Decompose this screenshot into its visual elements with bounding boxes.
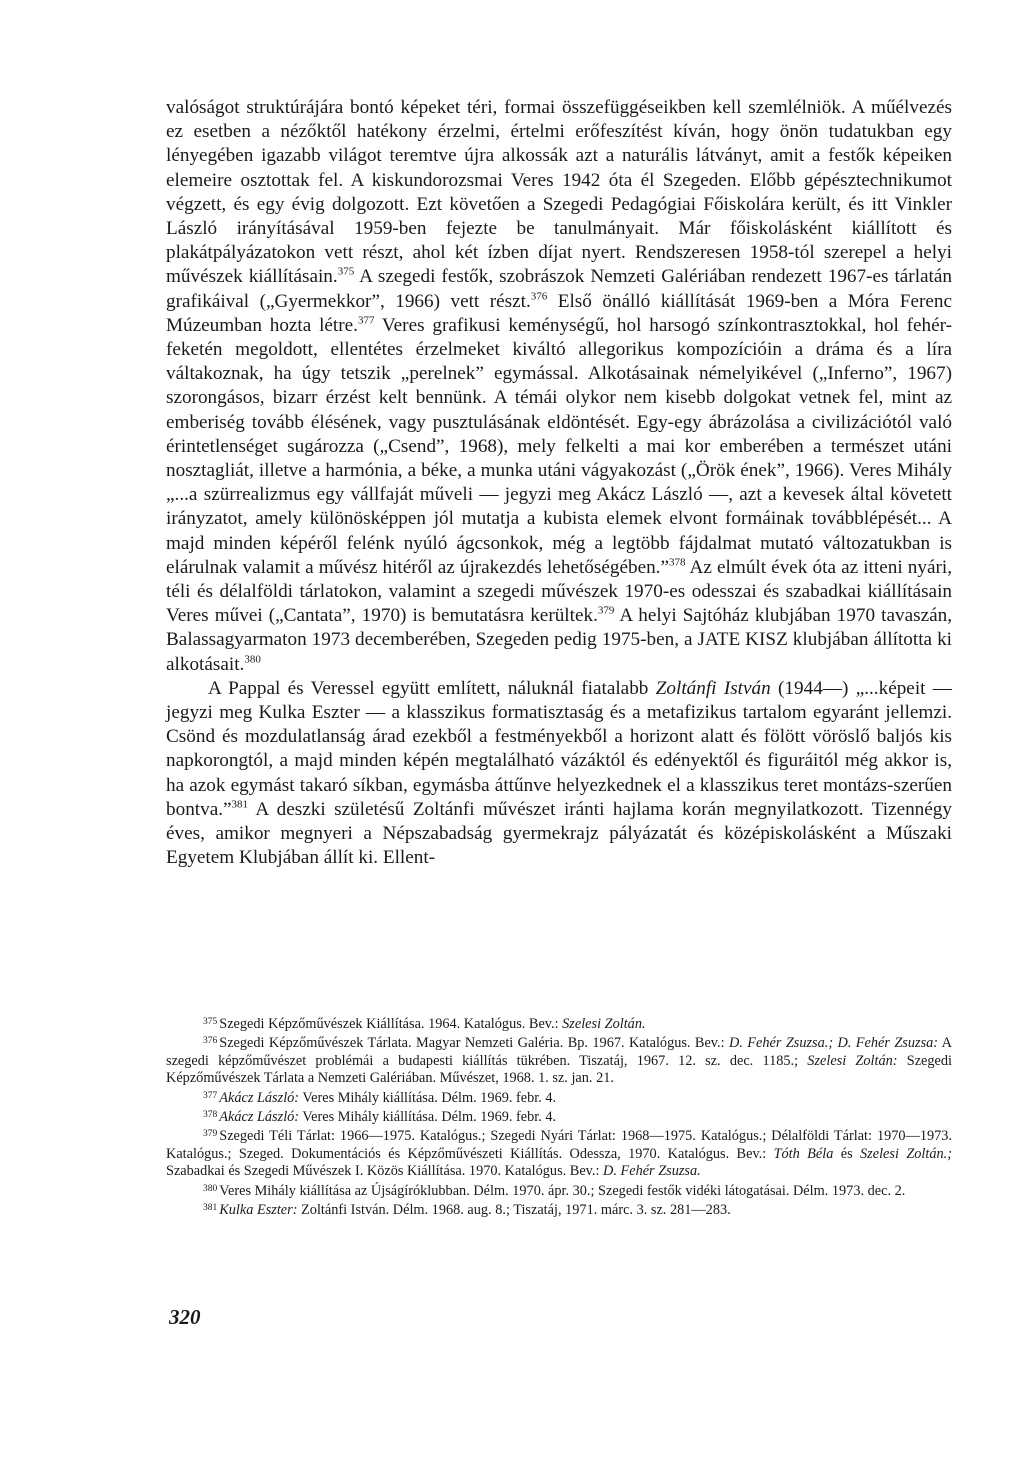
italic-text: Szelesi Zoltán.; bbox=[860, 1145, 952, 1162]
text-run: és bbox=[833, 1145, 861, 1162]
page-number: 320 bbox=[169, 1305, 201, 1329]
text-run: Szegedi Téli Tárlat: 1966—1975. Katalógus.; Szegedi Nyári Tárlat: 1968—1975. Katalógus.; Délalföldi Tárlat: 1970—1973. Katalógus.; Szeged. Dokumentációs és Képzőművészeti Kiállítás. Odessza, 1970. Katalógus. Bev.: bbox=[166, 1128, 952, 1162]
footnote bbox=[166, 1200, 952, 1219]
italic-text: Akácz László: bbox=[219, 1089, 300, 1106]
text-run: Zoltánfi István. Délm. 1968. aug. 8.; Tiszatáj, 1971. márc. 3. sz. 281—283. bbox=[297, 1202, 731, 1219]
text-run: (1944—) „...képeit — jegyzi meg Kulka Eszter — a klasszikus formatisztaság és a metafizikus tartalom egyaránt jellemzi. Csönd és mozdulatlanság árad ezekből a festményekből a horizont alatt és fölött vöröslő baljós kis napkorongtól, a majd minden képén megtalálható vázáktól és edényektől és figuráitól még akkor is, ha azok egymást takaró síkban, egymásba áttűnve helyezkednek el a klasszikus teret montázs-szerűen bontva.” bbox=[166, 677, 952, 820]
text-run: Szegedi Képzőművészek Tárlata a Nemzeti Galériában. Művészet, 1968. 1. sz. jan. 21. bbox=[166, 1052, 952, 1087]
italic-text: Szelesi Zoltán. bbox=[562, 1016, 646, 1032]
footnote-number: 380 bbox=[203, 1183, 218, 1194]
text-run: A helyi Sajtóház klubjában 1970 tavaszán, Balassagyarmaton 1973 decemberében, Szegeden pedig 1975-ben, a JATE KISZ klubjában állította ki alkotásait. bbox=[166, 605, 952, 675]
text-run: Első önálló kiállítását 1969-ben a Móra Ferenc Múzeumban hozta létre. bbox=[166, 290, 952, 336]
footnote-number: 376 bbox=[203, 1036, 218, 1047]
footnote bbox=[166, 1126, 952, 1180]
footnote-ref: 380 bbox=[244, 653, 261, 666]
footnote-ref: 376 bbox=[530, 290, 548, 303]
text-run: A szegedi festők, szobrászok Nemzeti Galériában rendezett 1967-es tárlatán grafikáival („Gyermekkor”, 1966) vett részt. bbox=[166, 266, 952, 312]
footnote bbox=[166, 1181, 952, 1200]
footnotes bbox=[166, 1014, 952, 1219]
text-run: Szabadkai és Szegedi Művészek I. Közös Kiállítása. 1970. Katalógus. Bev.: bbox=[166, 1163, 604, 1180]
italic-text: Kulka Eszter: bbox=[219, 1202, 298, 1219]
footnote-ref: 379 bbox=[597, 604, 615, 617]
text-run: Veres Mihály kiállítása az Újságíróklubban. Délm. 1970. ápr. 30.; Szegedi festők vidéki látogatásai. Délm. 1973. dec. 2. bbox=[219, 1182, 906, 1199]
footnote-ref: 377 bbox=[357, 314, 375, 327]
footnote-ref: 381 bbox=[231, 798, 249, 811]
paragraph bbox=[166, 96, 952, 677]
paragraph bbox=[166, 677, 952, 871]
italic-text: Szelesi Zoltán: bbox=[807, 1052, 898, 1069]
footnote-ref: 375 bbox=[337, 266, 355, 279]
italic-text: D. Fehér Zsuzsa. bbox=[603, 1163, 701, 1180]
text-run: A szegedi képzőművészet problémái a budapesti kiállítás tükrében. Tiszatáj, 1967. 12. sz. dec. 1185.; bbox=[166, 1035, 952, 1069]
footnote-number: 377 bbox=[203, 1090, 218, 1101]
text-run: valóságot struktúrájára bontó képeket téri, formai összefüggéseikben kell szemlélniök. A műélvezés ez esetben a nézőktől hatékony érzelmi, értelmi erőfeszítést kíván, hogy önön tudatukban egy lényegében igazabb világot teremtve újra alkossák azt a naturális látványt, amit a festők képeiken elemeire osztottak fel. A kiskundorozsmai Veres 1942 óta él Szegeden. Előbb gépésztechnikumot végzett, és egy évig dolgozott. Ezt követően a Szegedi Pedagógiai Főiskolára került, és itt Vinkler László irányításával 1959-ben fejezte be tanulmányait. Már főiskolásként kiállított és plakátpályázatokon vett részt, ahol két ízben díjat nyert. Rendszeresen 1958-tól szerepel a helyi művészek kiállításain. bbox=[166, 97, 952, 288]
italic-text: Akácz László: bbox=[219, 1109, 300, 1126]
italic-text: D. Fehér Zsuzsa.; D. Fehér Zsuzsa: bbox=[728, 1035, 939, 1052]
text-run: Az elmúlt évek óta az itteni nyári, téli és délalföldi tárlatokon, valamint a szegedi művészek 1970-es odesszai és szabadkai kiállításain Veres művei („Cantata”, 1970) is bemutatásra kerültek. bbox=[166, 556, 952, 627]
italic-text: Zoltánfi István bbox=[655, 677, 771, 699]
text-run: Szegedi Képzőművészek Kiállítása. 1964. Katalógus. Bev.: bbox=[219, 1016, 563, 1032]
footnote bbox=[166, 1014, 952, 1033]
footnote bbox=[166, 1088, 952, 1107]
text-run: Veres Mihály kiállítása. Délm. 1969. febr. 4. bbox=[299, 1109, 557, 1126]
text-run: Szegedi Képzőművészek Tárlata. Magyar Nemzeti Galéria. Bp. 1967. Katalógus. Bev.: bbox=[219, 1035, 729, 1052]
italic-text: Tóth Béla bbox=[773, 1145, 834, 1162]
body-text bbox=[166, 96, 952, 871]
footnote-number: 375 bbox=[203, 1017, 218, 1027]
footnote-number: 381 bbox=[203, 1203, 218, 1214]
footnote-ref: 378 bbox=[669, 556, 686, 569]
text-run: A deszki születésű Zoltánfi művészet iránti hajlama korán megnyilatkozott. Tizennégy éves, amikor megnyeri a Népszabadság gyermekrajz pályázatát és középiskolásként a Műszaki Egyetem Klubjában állít ki. Ellent- bbox=[166, 798, 952, 869]
footnote bbox=[166, 1033, 952, 1087]
footnote bbox=[166, 1107, 952, 1126]
footnote-number: 378 bbox=[203, 1110, 218, 1121]
text-run: A Pappal és Veressel együtt említett, náluknál fiatalabb bbox=[208, 677, 656, 699]
text-run: Veres Mihály kiállítása. Délm. 1969. febr. 4. bbox=[299, 1089, 557, 1106]
footnote-number: 379 bbox=[203, 1129, 218, 1140]
text-run: Veres grafikusi keménységű, hol harsogó színkontrasztokkal, hol fehér-feketén megoldott, ellentétes érzelmeket kiváltó allegorikus kompozícióin a dráma és a líra váltakoznak, ha úgy tetszik „perelnek” egymással. Alkotásainak némelyikével („Inferno”, 1967) szorongásos, bizarr érzést kelt bennünk. A témái olykor nem kisebb dolgokat vetnek fel, mint az emberiség tovább élésének, vagy pusztulásának eldöntését. Egy-egy ábrázolása a civilizációtól való érintetlenséget sugározza („Csend”, 1968), mely felkelti a mai kor emberében a természet utáni nosztagliát, illetve a harmónia, a béke, a munka utáni vágyakozást („Örök ének”, 1966). Veres Mihály „...a szürrealizmus egy vállfaját műveli — jegyzi meg Akácz László —, azt a kevesek által követett irányzatot, amely különösképpen jól mutatja a kubista elemek elvont formáinak továbblépését... A majd minden képéről felénk nyúló ágcsonkok, még a legtöbb fájdalmat mutató változatukban is elárulnak valamit a művész hitéről az újrakezdés lehetőségében.” bbox=[166, 314, 953, 578]
